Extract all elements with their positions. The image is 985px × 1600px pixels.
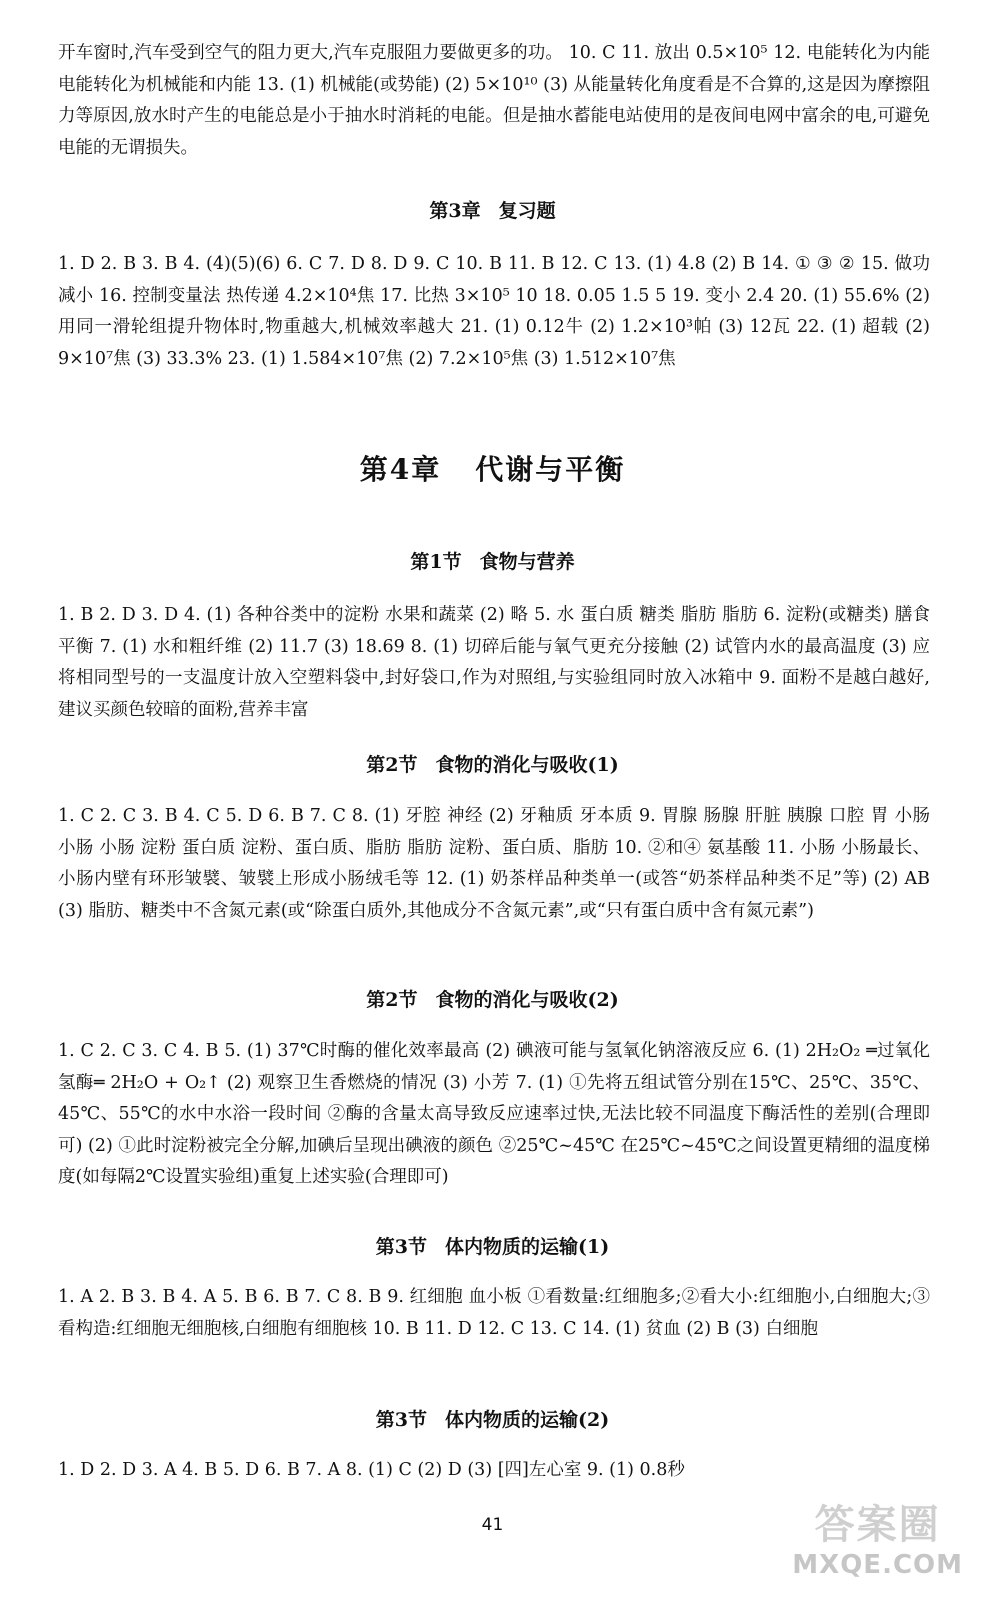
answer-paragraph-review bbox=[58, 249, 930, 375]
page-number: 41 bbox=[481, 1515, 504, 1535]
answer-text: 1. C 2. C 3. C 4. B 5. (1) 37℃时酶的催化效率最高 (2) 碘液可能与氢氧化钠溶液反应 6. (1) 2H₂O₂ ═过氧化氢酶═ 2H₂O + O₂↑ (2) 观察卫生香燃烧的情况 (3) 小芳 7. (1) ①先将五组试管分别在15℃、25℃、35℃、45℃、55℃的水中水浴一段时间 ②酶的含量太高导致反应速率过快,无法比较不同温度下酶活性的差别(合理即可) (2) ①此时淀粉被完全分解,加碘后呈现出碘液的颜色 ②25℃~45℃ 在25℃~45℃之间设置更精细的温度梯度(如每隔2℃设置实验组)重复上述实验(合理即可) bbox=[58, 1041, 930, 1187]
section-heading-review: 第3章 复习题 bbox=[429, 200, 556, 222]
answer-paragraph-s2-1 bbox=[58, 801, 930, 927]
section-heading-2-1: 第2节 食物的消化与吸收(1) bbox=[366, 754, 619, 776]
answer-paragraph-s3-1 bbox=[58, 1282, 930, 1345]
answer-paragraph-s2-2 bbox=[58, 1036, 930, 1194]
answer-text: 1. A 2. B 3. B 4. A 5. B 6. B 7. C 8. B 9. 红细胞 血小板 ①看数量:红细胞多;②看大小:红细胞小,白细胞大;③看构造:红细胞无细胞核,白细胞有细胞核 10. B 11. D 12. C 13. C 14. (1) 贫血 (2) B (3) 白细胞 bbox=[58, 1287, 930, 1339]
answer-text: 开车窗时,汽车受到空气的阻力更大,汽车克服阻力要做更多的功。 10. C 11. 放出 0.5×10⁵ 12. 电能转化为内能 电能转化为机械能和内能 13. (1) 机械能(或势能) (2) 5×10¹⁰ (3) 从能量转化角度看是不合算的,这是因为摩擦阻力等原因,放水时产生的电能总是小于抽水时消耗的电能。但是抽水蓄能电站使用的是夜间电网中富余的电,可避免电能的无谓损失。 bbox=[58, 43, 930, 158]
watermark-logo: 答案圈 MXQE.COM bbox=[792, 1502, 963, 1580]
answer-text: 1. D 2. B 3. B 4. (4)(5)(6) 6. C 7. D 8. D 9. C 10. B 11. B 12. C 13. (1) 4.8 (2) B 14. ① ③ ② 15. 做功 减小 16. 控制变量法 热传递 4.2×10⁴焦 17. 比热 3×10⁵ 10 18. 0.05 1.5 5 19. 变小 2.4 20. (1) 55.6% (2) 用同一滑轮组提升物体时,物重越大,机械效率越大 21. (1) 0.12牛 (2) 1.2×10³帕 (3) 12瓦 22. (1) 超载 (2) 9×10⁷焦 (3) 33.3% 23. (1) 1.584×10⁷焦 (2) 7.2×10⁵焦 (3) 1.512×10⁷焦 bbox=[58, 254, 930, 369]
answer-text: 1. C 2. C 3. B 4. C 5. D 6. B 7. C 8. (1) 牙腔 神经 (2) 牙釉质 牙本质 9. 胃腺 肠腺 肝脏 胰腺 口腔 胃 小肠 小肠 小肠 淀粉 蛋白质 淀粉、蛋白质、脂肪 脂肪 淀粉、蛋白质、脂肪 10. ②和④ 氨基酸 11. 小肠 小肠最长、小肠内壁有环形皱襞、皱襞上形成小肠绒毛等 12. (1) 奶茶样品种类单一(或答“奶茶样品种类不足”等) (2) AB (3) 脂肪、糖类中不含氮元素(或“除蛋白质外,其他成分不含氮元素”,或“只有蛋白质中含有氮元素”) bbox=[58, 806, 930, 921]
chapter-title: 第4章 代谢与平衡 bbox=[359, 453, 626, 486]
section-heading-2-2: 第2节 食物的消化与吸收(2) bbox=[366, 989, 619, 1011]
answer-text: 1. B 2. D 3. D 4. (1) 各种谷类中的淀粉 水果和蔬菜 (2) 略 5. 水 蛋白质 糖类 脂肪 脂肪 6. 淀粉(或糖类) 膳食平衡 7. (1) 水和粗纤维 (2) 11.7 (3) 18.69 8. (1) 切碎后能与氧气更充分接触 (2) 试管内水的最高温度 (3) 应将相同型号的一支温度计放入空塑料袋中,封好袋口,作为对照组,与实验组同时放入冰箱中 9. 面粉不是越白越好,建议买颜色较暗的面粉,营养丰富 bbox=[58, 605, 930, 720]
section-heading-3-2: 第3节 体内物质的运输(2) bbox=[375, 1409, 610, 1431]
section-heading-3-1: 第3节 体内物质的运输(1) bbox=[375, 1236, 610, 1258]
section-heading-1: 第1节 食物与营养 bbox=[410, 551, 575, 573]
answer-paragraph-s1 bbox=[58, 600, 930, 726]
answer-paragraph-ch3-end bbox=[58, 38, 930, 164]
answer-paragraph-s3-2 bbox=[58, 1455, 930, 1487]
answer-text: 1. D 2. D 3. A 4. B 5. D 6. B 7. A 8. (1) C (2) D (3) [四]左心室 9. (1) 0.8秒 bbox=[58, 1460, 685, 1480]
